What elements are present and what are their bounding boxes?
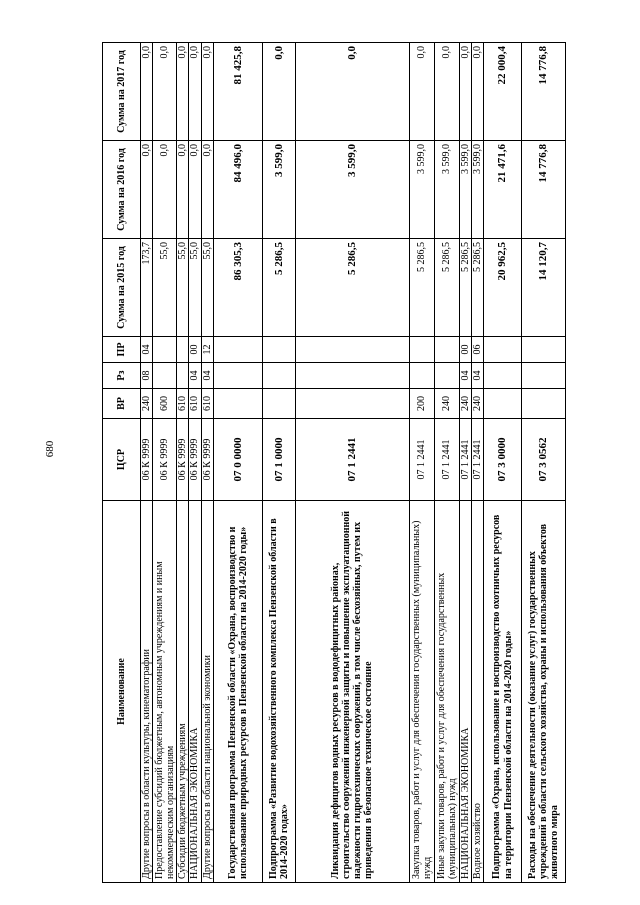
cell-rz: 04 (471, 363, 483, 389)
cell-s2017: 0,0 (201, 43, 213, 141)
rotated-table-container (102, 43, 561, 883)
cell-csr: 07 3 0000 (484, 419, 522, 501)
cell-s2016: 0,0 (177, 141, 189, 239)
cell-pr: 04 (141, 337, 153, 363)
cell-s2017: 0,0 (141, 43, 153, 141)
cell-vr (213, 389, 262, 419)
cell-rz: 04 (189, 363, 201, 389)
cell-csr: 07 1 2441 (409, 419, 434, 501)
cell-s2015: 5 286,5 (471, 239, 483, 337)
cell-name: Подпрограмма «Развитие водохозяйственного комплекса Пензенской области в 2014-2020 годах» (262, 501, 295, 883)
table-row (201, 43, 213, 883)
cell-name: Подпрограмма «Охрана, использование и воспроизводство охотничьих ресурсов на территории Пензенской области на 2014-2020 годы» (484, 501, 522, 883)
cell-s2016: 3 599,0 (295, 141, 409, 239)
cell-pr: 00 (189, 337, 201, 363)
cell-csr: 06 К 9999 (189, 419, 201, 501)
cell-csr: 06 К 9999 (153, 419, 177, 501)
cell-pr: 12 (201, 337, 213, 363)
cell-csr: 07 0 0000 (213, 419, 262, 501)
cell-s2016: 14 776,8 (522, 141, 566, 239)
cell-name: Субсидии бюджетным учреждениям (177, 501, 189, 883)
cell-vr (522, 389, 566, 419)
cell-vr: 200 (409, 389, 434, 419)
table-row (213, 43, 262, 883)
cell-pr: 00 (459, 337, 471, 363)
cell-s2016: 0,0 (141, 141, 153, 239)
cell-s2015: 55,0 (177, 239, 189, 337)
cell-csr: 07 1 0000 (262, 419, 295, 501)
cell-rz: 08 (141, 363, 153, 389)
cell-name: Другие вопросы в области культуры, кинематографии (141, 501, 153, 883)
cell-pr (484, 337, 522, 363)
header-sum-2015: Сумма на 2015 год (103, 239, 141, 337)
cell-rz: 04 (201, 363, 213, 389)
cell-s2015: 55,0 (201, 239, 213, 337)
cell-s2015: 5 286,5 (409, 239, 434, 337)
header-vr: ВР (103, 389, 141, 419)
cell-s2017: 81 425,8 (213, 43, 262, 141)
cell-pr (522, 337, 566, 363)
cell-vr: 610 (177, 389, 189, 419)
table-row (471, 43, 483, 883)
cell-s2017: 0,0 (177, 43, 189, 141)
table-row (409, 43, 434, 883)
cell-vr (484, 389, 522, 419)
cell-s2016: 0,0 (189, 141, 201, 239)
cell-rz (153, 363, 177, 389)
cell-s2016: 3 599,0 (471, 141, 483, 239)
cell-pr (295, 337, 409, 363)
cell-name: Предоставление субсидий бюджетным, автономным учреждениям и иным некоммерческим организациям (153, 501, 177, 883)
table-row (262, 43, 295, 883)
cell-pr (434, 337, 459, 363)
cell-rz (262, 363, 295, 389)
table-row (141, 43, 153, 883)
header-csr: ЦСР (103, 419, 141, 501)
cell-s2015: 14 120,7 (522, 239, 566, 337)
cell-s2017: 0,0 (434, 43, 459, 141)
cell-name: Иные закупки товаров, работ и услуг для обеспечения государственных (муниципальных) нужд (434, 501, 459, 883)
cell-s2015: 55,0 (189, 239, 201, 337)
cell-vr: 240 (434, 389, 459, 419)
cell-name: Ликвидация дефицитов водных ресурсов в вододефицитных районах, строительство сооружений инженерной защиты и повышение эксплуатационной надежности гидротехнических сооружений, в том числе бесхозяйных, путем их приведения в безопасное техническое состояние (295, 501, 409, 883)
cell-csr: 07 3 0562 (522, 419, 566, 501)
cell-name: Закупка товаров, работ и услуг для обеспечения государственных (муниципальных) нужд (409, 501, 434, 883)
cell-s2017: 0,0 (471, 43, 483, 141)
cell-s2015: 55,0 (153, 239, 177, 337)
cell-s2016: 3 599,0 (409, 141, 434, 239)
cell-rz (213, 363, 262, 389)
cell-s2016: 0,0 (153, 141, 177, 239)
cell-s2017: 14 776,8 (522, 43, 566, 141)
cell-s2017: 22 000,4 (484, 43, 522, 141)
cell-vr: 600 (153, 389, 177, 419)
table-row (153, 43, 177, 883)
cell-vr: 240 (471, 389, 483, 419)
header-name: Наименование (103, 501, 141, 883)
cell-s2017: 0,0 (409, 43, 434, 141)
cell-csr: 07 1 2441 (434, 419, 459, 501)
cell-pr (213, 337, 262, 363)
cell-pr (262, 337, 295, 363)
cell-rz: 04 (459, 363, 471, 389)
cell-vr: 610 (201, 389, 213, 419)
cell-rz (177, 363, 189, 389)
cell-csr: 06 К 9999 (141, 419, 153, 501)
cell-s2016: 84 496,0 (213, 141, 262, 239)
cell-pr (409, 337, 434, 363)
cell-name: НАЦИОНАЛЬНАЯ ЭКОНОМИКА (459, 501, 471, 883)
cell-name: Государственная программа Пензенской области «Охрана, воспроизводство и использование природных ресурсов в Пензенской области на 2014-2020 годы» (213, 501, 262, 883)
cell-s2017: 0,0 (262, 43, 295, 141)
cell-vr (295, 389, 409, 419)
cell-csr: 07 1 2441 (459, 419, 471, 501)
header-sum-2017: Сумма на 2017 год (103, 43, 141, 141)
cell-s2017: 0,0 (459, 43, 471, 141)
page-number: 680 (44, 440, 56, 458)
cell-s2016: 3 599,0 (262, 141, 295, 239)
budget-table (102, 42, 566, 883)
table-row (484, 43, 522, 883)
table-row (177, 43, 189, 883)
cell-csr: 06 К 9999 (177, 419, 189, 501)
cell-rz (409, 363, 434, 389)
cell-pr (153, 337, 177, 363)
cell-vr (262, 389, 295, 419)
cell-rz (522, 363, 566, 389)
cell-s2017: 0,0 (153, 43, 177, 141)
cell-name: Другие вопросы в области национальной экономики (201, 501, 213, 883)
cell-s2015: 5 286,5 (459, 239, 471, 337)
table-row (295, 43, 409, 883)
cell-csr: 07 1 2441 (295, 419, 409, 501)
cell-vr: 240 (459, 389, 471, 419)
table-row (522, 43, 566, 883)
cell-s2016: 21 471,6 (484, 141, 522, 239)
cell-s2015: 5 286,5 (262, 239, 295, 337)
cell-s2016: 3 599,0 (459, 141, 471, 239)
header-pr: ПР (103, 337, 141, 363)
cell-vr: 240 (141, 389, 153, 419)
cell-s2015: 5 286,5 (434, 239, 459, 337)
cell-s2016: 3 599,0 (434, 141, 459, 239)
cell-pr (177, 337, 189, 363)
header-rz: Рз (103, 363, 141, 389)
cell-rz (484, 363, 522, 389)
cell-s2016: 0,0 (201, 141, 213, 239)
table-row (459, 43, 471, 883)
cell-s2015: 5 286,5 (295, 239, 409, 337)
cell-name: НАЦИОНАЛЬНАЯ ЭКОНОМИКА (189, 501, 201, 883)
header-sum-2016: Сумма на 2016 год (103, 141, 141, 239)
cell-vr: 610 (189, 389, 201, 419)
table-header-row (103, 43, 141, 883)
cell-name: Расходы на обеспечение деятельности (оказание услуг) государственных учреждений в области сельского хозяйства, охраны и использования объектов животного мира (522, 501, 566, 883)
cell-s2015: 173,7 (141, 239, 153, 337)
cell-csr: 06 К 9999 (201, 419, 213, 501)
cell-s2017: 0,0 (295, 43, 409, 141)
cell-rz (434, 363, 459, 389)
cell-csr: 07 1 2441 (471, 419, 483, 501)
cell-name: Водное хозяйство (471, 501, 483, 883)
cell-pr: 06 (471, 337, 483, 363)
cell-s2015: 86 305,3 (213, 239, 262, 337)
table-row (189, 43, 201, 883)
table-row (434, 43, 459, 883)
cell-s2017: 0,0 (189, 43, 201, 141)
cell-rz (295, 363, 409, 389)
cell-s2015: 20 962,5 (484, 239, 522, 337)
